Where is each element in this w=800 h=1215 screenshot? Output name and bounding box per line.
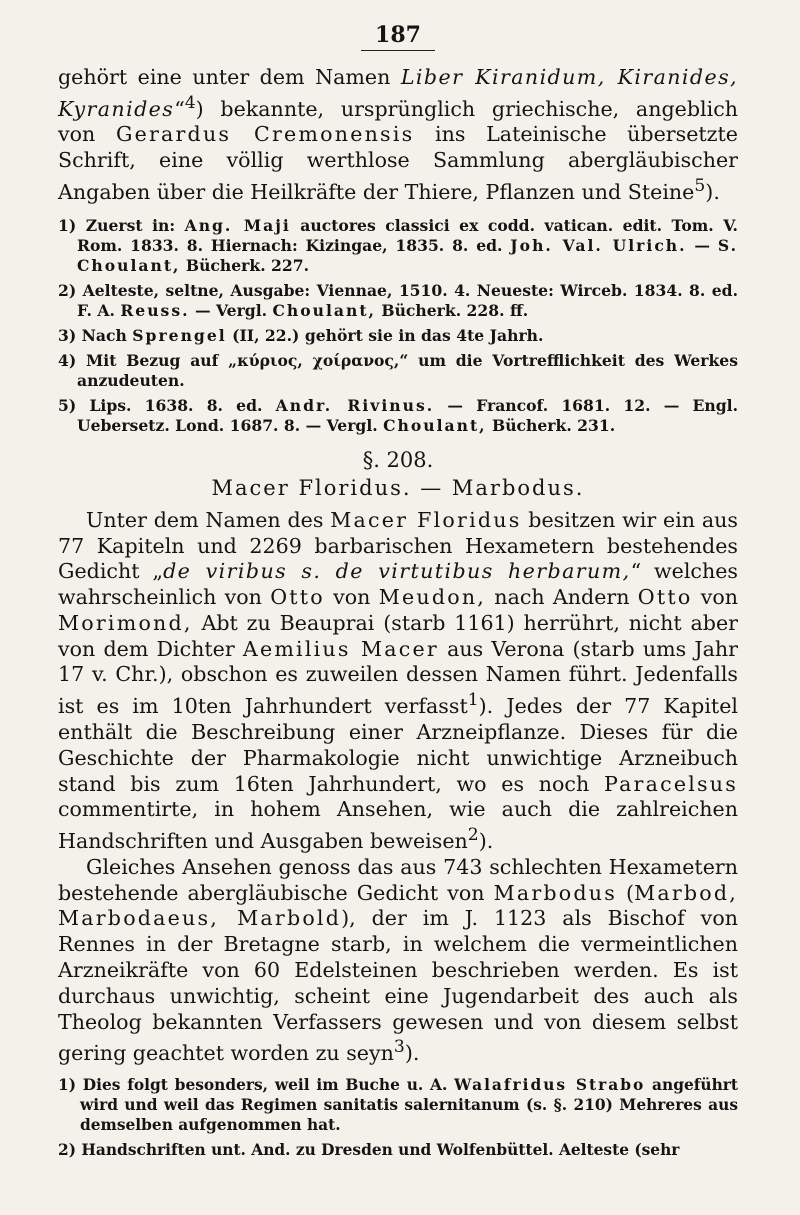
footnote-ref: 1 [467, 690, 479, 711]
paragraph-macer-floridus: Unter dem Namen des Macer Floridus besitzen wir ein aus 77 Kapiteln und 2269 barbarischen Hexametern bestehendes Gedicht „de viribus s. de virtutibus herbarum,“ welches wahrscheinlich von Otto von Meudon, nach Andern Otto von Morimond, Abt zu Beauprai (starb 1161) herrührt, nicht aber von dem Dichter Aemilius Macer aus Verona (starb ums Jahr 17 v. Chr.), obschon es zuweilen dessen Namen führt. Jedenfalls ist es im 10ten Jahrhundert verfasst$^1$). Jedes der 77 Kapitel enthält die Beschreibung einer Arzneipflanze. Dieses für die Geschichte der Pharmakologie nicht unwichtige Arzneibuch stand bis zum 16ten Jahrhundert, wo es noch Paracelsus commentirte, in hohem Ansehen, wie auch die zahlreichen Handschriften und Ausgaben beweisen$^2$). [58, 507, 739, 853]
author-name: Gerardus Cremonensis [115, 122, 415, 147]
footnotes-bottom [58, 1075, 738, 1160]
section-title: Macer Floridus. — Marbodus. [211, 475, 585, 500]
paragraph-marbodus: Gleiches Ansehen genoss das aus 743 schlechten Hexametern bestehende abergläubische Gedicht von Marbodus (Marbod, Marbodaeus, Marbold), der im J. 1123 als Bischof von Rennes in der Bretagne starb, in welchem die vermeintlichen Arzneikräfte von 60 Edelsteinen beschrieben werden. Es ist durchaus unwichtig, scheint eine Jugendarbeit des auch als Theolog bekannten Verfassers gewesen und von diesem selbst gering geachtet worden zu seyn$^3$). [58, 854, 738, 1066]
footnotes-top [58, 216, 738, 436]
footnote-ref: 3 [393, 1037, 405, 1058]
footnote-1: 1) Zuerst in: Ang. Maji auctores classici ex codd. vatican. edit. Tom. V. Rom. 1833. 8. Hiernach: Kizingae, 1835. 8. ed. Joh. Val. Ulrich. — S. Choulant, Bücherk. 227. [58, 215, 739, 275]
footnote-ref: 5 [694, 176, 706, 197]
footnote-4: 4) Mit Bezug auf „κύριος, χοίρανος,“ um die Vortrefflichkeit des Werkes anzudeuten. [58, 350, 738, 390]
work-title-liber-kiranidum: Liber Kiranidum, Kiranides, Kyranides [58, 65, 738, 121]
footnote-bottom-1: 1) Dies folgt besonders, weil im Buche u. A. Walafridus Strabo angeführt wird und weil das Regimen sanitatis salernitanum (s. §. 210) Mehreres aus demselben aufgenommen hat. [58, 1076, 738, 1135]
footnote-3: 3) Nach Sprengel (II, 22.) gehört sie in das 4te Jahrh. [58, 325, 544, 345]
footnote-ref: 4 [184, 92, 196, 113]
footnote-2: 2) Aelteste, seltne, Ausgabe: Viennae, 1510. 4. Neueste: Wirceb. 1834. 8. ed. F. A. Reuss. — Vergl. Choulant, Bücherk. 228. ff. [58, 280, 738, 320]
footnote-ref: 2 [467, 825, 479, 846]
section-number: §. 208. [362, 447, 434, 472]
page-number: 187 [58, 22, 738, 53]
footnote-bottom-2: 2) Handschriften unt. And. zu Dresden und Wolfenbüttel. Aelteste (sehr [58, 1141, 680, 1160]
footnote-5: 5) Lips. 1638. 8. ed. Andr. Rivinus. — Francof. 1681. 12. — Engl. Uebersetz. Lond. 1687. 8. — Vergl. Choulant, Bücherk. 231. [58, 395, 738, 435]
intro-paragraph: gehört eine unter dem Namen Liber Kiranidum, Kiranides, Kyranides“$^4$) bekannte, ursprünglich griechische, angeblich von Gerardus Cremonensis ins Lateinische übersetzte Schrift, eine völlig werthlose Sammlung abergläubischer Angaben über die Heilkräfte der Thiere, Pflanzen und Steine$^5$). [58, 65, 738, 204]
